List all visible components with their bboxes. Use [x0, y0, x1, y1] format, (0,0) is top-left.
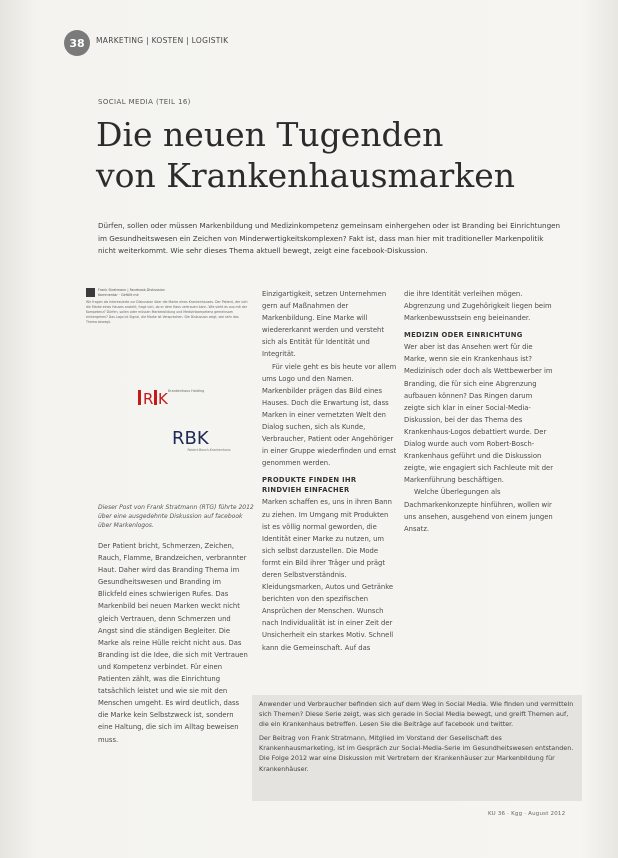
column-2-para-3: Marken schaffen es, uns in ihren Bann zu ziehen. Im Umgang mit Produkten ist es völlig normal geworden, die Identität einer Marke zu nutzen, um sich selbst darzustellen. Die Mode formt ein Bild ihrer Träger und prägt deren Selbstverständnis. Kleidungsmarken, Autos und Getränke berichten von den spezifischen Ansprüchen der Menschen. Wunsch nach Individualität ist in einer Zeit der Unsicherheit ein starkes Motiv. Schnell kann die Gemeinschaft. Auf das — [262, 498, 394, 652]
logo-mark: R — [143, 390, 154, 408]
fb-post-name: Frank Stratmann | Facebook-Diskussion — [98, 288, 165, 292]
logo-bar — [154, 390, 157, 405]
fb-post-text: Wir fragen als Interessierte zur Diskussion über die Marke eines Krankenhauses. Der Patient, der sich die Marke eines Hauses ansieht, fragt sich, ob er dem Haus vertrauen kann. Wie sieht es aus mit der Kompetenz? Dürfen, sollen oder müssen Markenbildung und Medizinkompetenz gemeinsam einhergehen? Das Logo ist Signal, die Marke ist Versprechen. Die Diskussion zeigt, wie sehr das Thema bewegt. — [86, 300, 248, 324]
fb-post-meta: Kommentar · Gefällt mir — [98, 292, 139, 297]
rbk-mark: RBK — [172, 428, 209, 449]
article-lead: Dürfen, sollen oder müssen Markenbildung und Medizinkompetenz gemeinsam einhergehen oder ist Branding bei Einrichtungen im Gesundheitswesen ein Zeichen von Minderwertigkeitskomplexen? Fakt ist, dass man hier mit traditioneller Markenpolitik nicht weiterkommt. Wie sehr dieses Thema aktuell bewegt, zeigt eine facebook-Diskussion. — [98, 221, 561, 255]
facebook-post-screenshot — [86, 288, 250, 356]
article-title — [96, 114, 556, 196]
column-3-para-3: Welche Überlegungen als Dachmarkenkonzepte hinführen, wollen wir uns ansehen, ausgehend von einem jungen Ansatz. — [404, 488, 553, 533]
column-1-text: Der Patient bricht, Schmerzen, Zeichen, Rauch, Flamme, Brandzeichen, verbrannter Haut. Daher wird das Branding Thema im Gesundheitswesen und Branding im Blickfeld eines schwierigen Rufes. Das Markenbild bei neuen Marken weckt nicht gleich Vertrauen, denn Schmerzen und Angst sind die ständigen Begleiter. Die Marke als reine Hülle reicht nicht aus. Das Branding ist die Idee, die sich mit Vertrauen und Kompetenz verbindet. Für einen Patienten zählt, was die Einrichtung tatsächlich leistet und wie sie mit den Menschen umgeht. Es wird deutlich, dass die Marke kein Selbstzweck ist, sondern eine Haltung, die sich im Alltag beweisen muss. — [98, 542, 248, 744]
image-caption: Dieser Post von Frank Stratmann (RTG) führte 2012 über eine ausgedehnte Diskussion auf facebook über Markenlogos. — [98, 504, 254, 529]
info-box-para-1: Anwender und Verbraucher befinden sich auf dem Weg in Social Media. Wie finden und vermitteln sich Themen? Diese Serie zeigt, was sich gerade in Social Media bewegt, und greift Themen auf, die ein Krankenhaus betreffen. Lesen Sie die Beiträge auf facebook und twitter. — [259, 700, 574, 729]
info-box-para-2: Der Beitrag von Frank Stratmann, Mitglied im Vorstand der Gesellschaft des Krankenhausmarketing, ist im Gespräch zur Social-Media-Serie im Gesundheitswesen entstanden. Die Folge 2012 war eine Diskussion mit Vertretern der Krankenhäuser zur Markenbildung für Krankenhäuser. — [259, 734, 574, 773]
title-line-1: Die neuen Tugenden — [96, 115, 444, 154]
column-3-para-2: Wer aber ist das Ansehen wert für die Marke, wenn sie ein Krankenhaus ist? Medizinisch oder doch als Wettbewerber im Branding, die für sich eine Abgrenzung aufbauen können? Das Ringen darum zeigte sich klar in einer Social-Media-Diskussion, bei der das Thema des Krankenhaus-Logos debattiert wurde. Der Dialog wurde auch vom Robert-Bosch-Krankenhaus geführt und die Diskussion zeigte, wie engagiert sich Fachleute mit der Markenführung beschäftigen. — [404, 343, 554, 485]
logo-mark: K — [158, 390, 168, 408]
profile-photo — [86, 288, 95, 297]
column-2-para-1: Einzigartigkeit, setzen Unternehmen gern auf Maßnahmen der Markenbildung. Eine Marke will wiedererkannt werden und versteht sich als Entität für Identität und Integrität. — [262, 290, 387, 359]
column-2 — [262, 288, 397, 654]
section-rubric: MARKETING | KOSTEN | LOGISTIK — [96, 36, 229, 45]
logo2-text: Robert-Bosch-Krankenhaus — [187, 448, 231, 452]
logo-bar — [138, 390, 141, 405]
fb-post-header — [98, 288, 248, 297]
info-box — [252, 695, 582, 801]
column-1 — [98, 540, 250, 746]
article-kicker: SOCIAL MEDIA (TEIL 16) — [98, 98, 191, 106]
column-3 — [404, 288, 554, 535]
page-number-badge: 38 — [64, 30, 90, 56]
page-footer: KU 36 · Kgg · August 2012 — [488, 811, 566, 817]
logo1-text: Krankenhaus Holding — [168, 389, 205, 393]
title-line-2: von Krankenhausmarken — [96, 156, 516, 195]
column-2-para-2: Für viele geht es bis heute vor allem ums Logo und den Namen. Markenbilder prägen das Bild eines Hauses. Doch die Erwartung ist, dass Marken in einer vernetzten Welt den Dialog suchen, sich als Kunde, Verbraucher, Patient oder Angehöriger in einer Gruppe wiederfinden und ernst genommen werden. — [262, 362, 397, 468]
column-3-para-1: die ihre Identität verleihen mögen. Abgrenzung und Zugehörigkeit liegen beim Markenbewusstsein eng beieinander. — [404, 290, 552, 323]
subheading-medizin: MEDIZIN ODER EINRICHTUNG — [404, 331, 523, 340]
subheading-produkte: PRODUKTE FINDEN IHR RINDVIEH EINFACHER — [262, 476, 357, 495]
